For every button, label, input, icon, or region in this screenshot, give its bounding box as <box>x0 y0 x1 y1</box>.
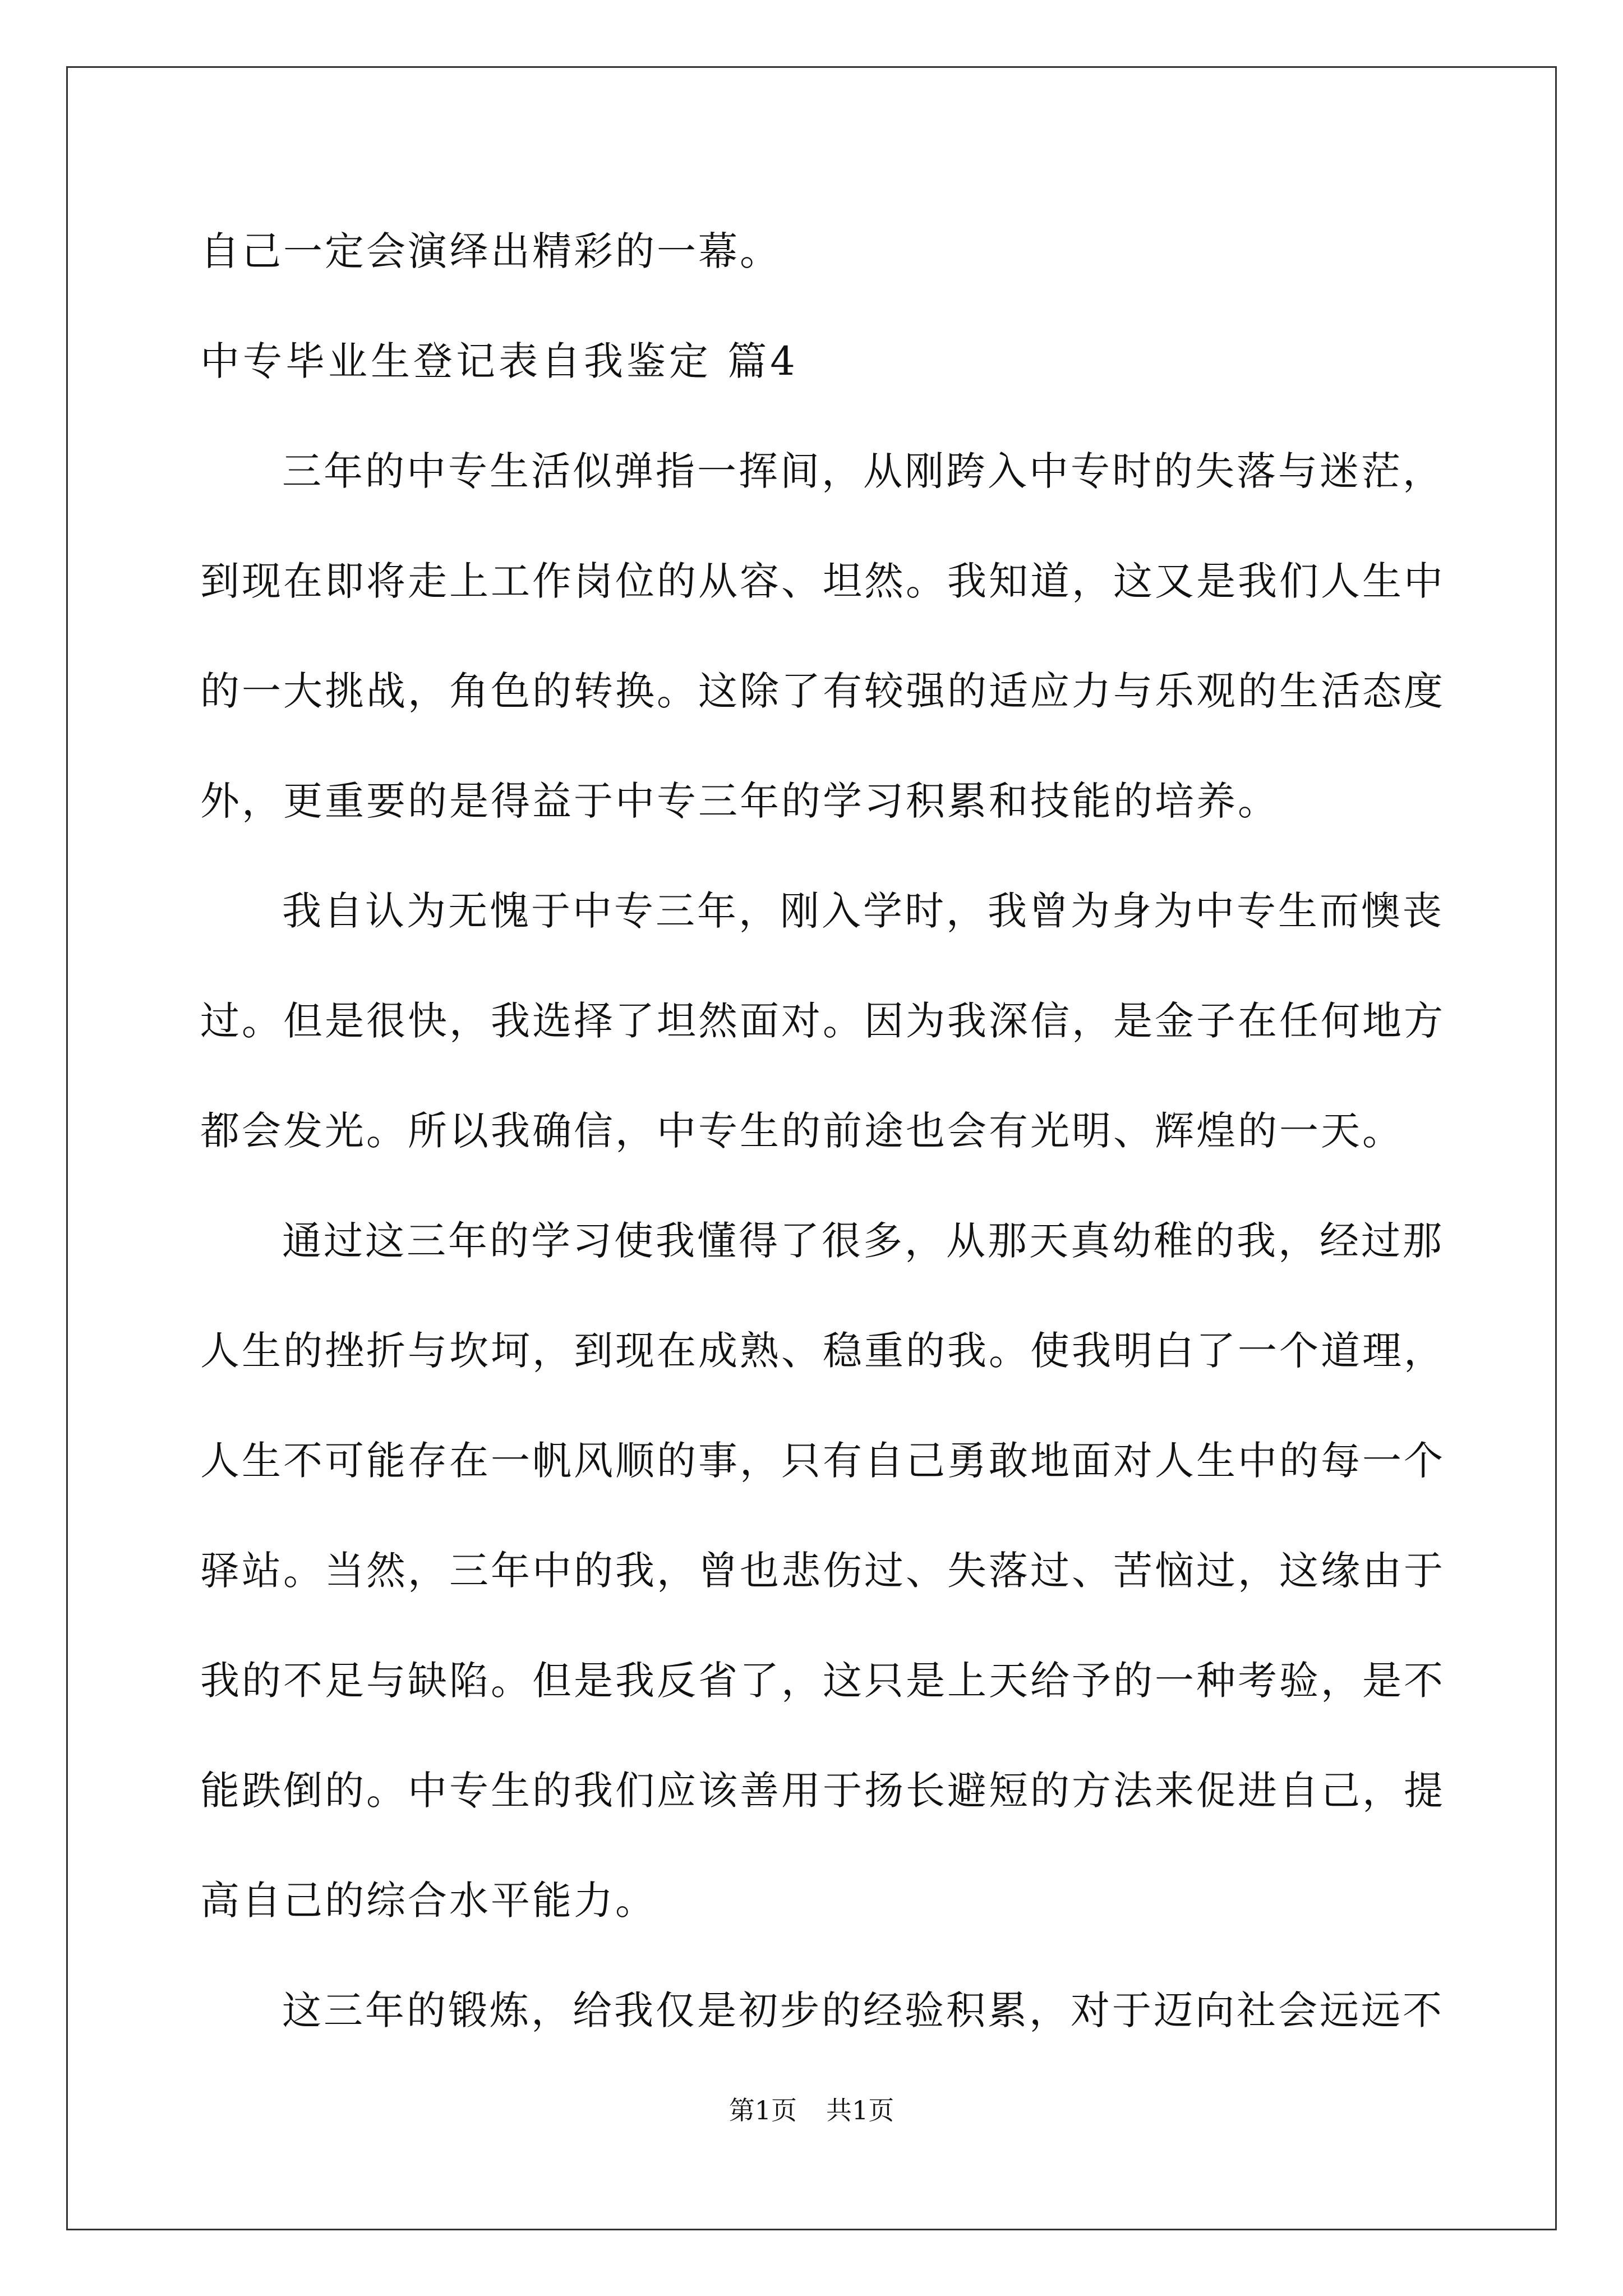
body-line: 自己一定会演绎出精彩的一幕。 <box>200 228 781 274</box>
body-line: 三年的中专生活似弹指一挥间，从刚跨入中专时的失落与迷茫， <box>282 448 1444 494</box>
page-footer <box>0 2090 1623 2127</box>
section-heading: 中专毕业生登记表自我鉴定 篇4 <box>200 338 799 384</box>
body-line: 高自己的综合水平能力。 <box>200 1878 657 1924</box>
body-line: 能跌倒的。中专生的我们应该善用于扬长避短的方法来促进自己，提 <box>200 1768 1445 1814</box>
total-pages: 共1页 <box>826 2095 895 2125</box>
body-line: 人生不可能存在一帆风顺的事，只有自己勇敢地面对人生中的每一个 <box>200 1438 1445 1484</box>
body-line: 到现在即将走上工作岗位的从容、坦然。我知道，这又是我们人生中 <box>200 558 1445 604</box>
document-body <box>200 196 1445 2065</box>
body-line: 外，更重要的是得益于中专三年的学习积累和技能的培养。 <box>200 778 1279 824</box>
body-line: 驿站。当然，三年中的我，曾也悲伤过、失落过、苦恼过，这缘由于 <box>200 1548 1445 1594</box>
page-number: 第1页 <box>728 2095 797 2125</box>
body-line: 通过这三年的学习使我懂得了很多，从那天真幼稚的我，经过那 <box>282 1218 1444 1264</box>
body-line: 我自认为无愧于中专三年，刚入学时，我曾为身为中专生而懊丧 <box>282 888 1444 934</box>
body-line: 这三年的锻炼，给我仅是初步的经验积累，对于迈向社会远远不 <box>282 1987 1444 2033</box>
body-line: 都会发光。所以我确信，中专生的前途也会有光明、辉煌的一天。 <box>200 1108 1404 1154</box>
body-line: 过。但是很快，我选择了坦然面对。因为我深信，是金子在任何地方 <box>200 998 1445 1044</box>
body-line: 人生的挫折与坎坷，到现在成熟、稳重的我。使我明白了一个道理， <box>200 1328 1445 1374</box>
body-line: 的一大挑战，角色的转换。这除了有较强的适应力与乐观的生活态度 <box>200 668 1445 714</box>
body-line: 我的不足与缺陷。但是我反省了，这只是上天给予的一种考验，是不 <box>200 1658 1445 1704</box>
